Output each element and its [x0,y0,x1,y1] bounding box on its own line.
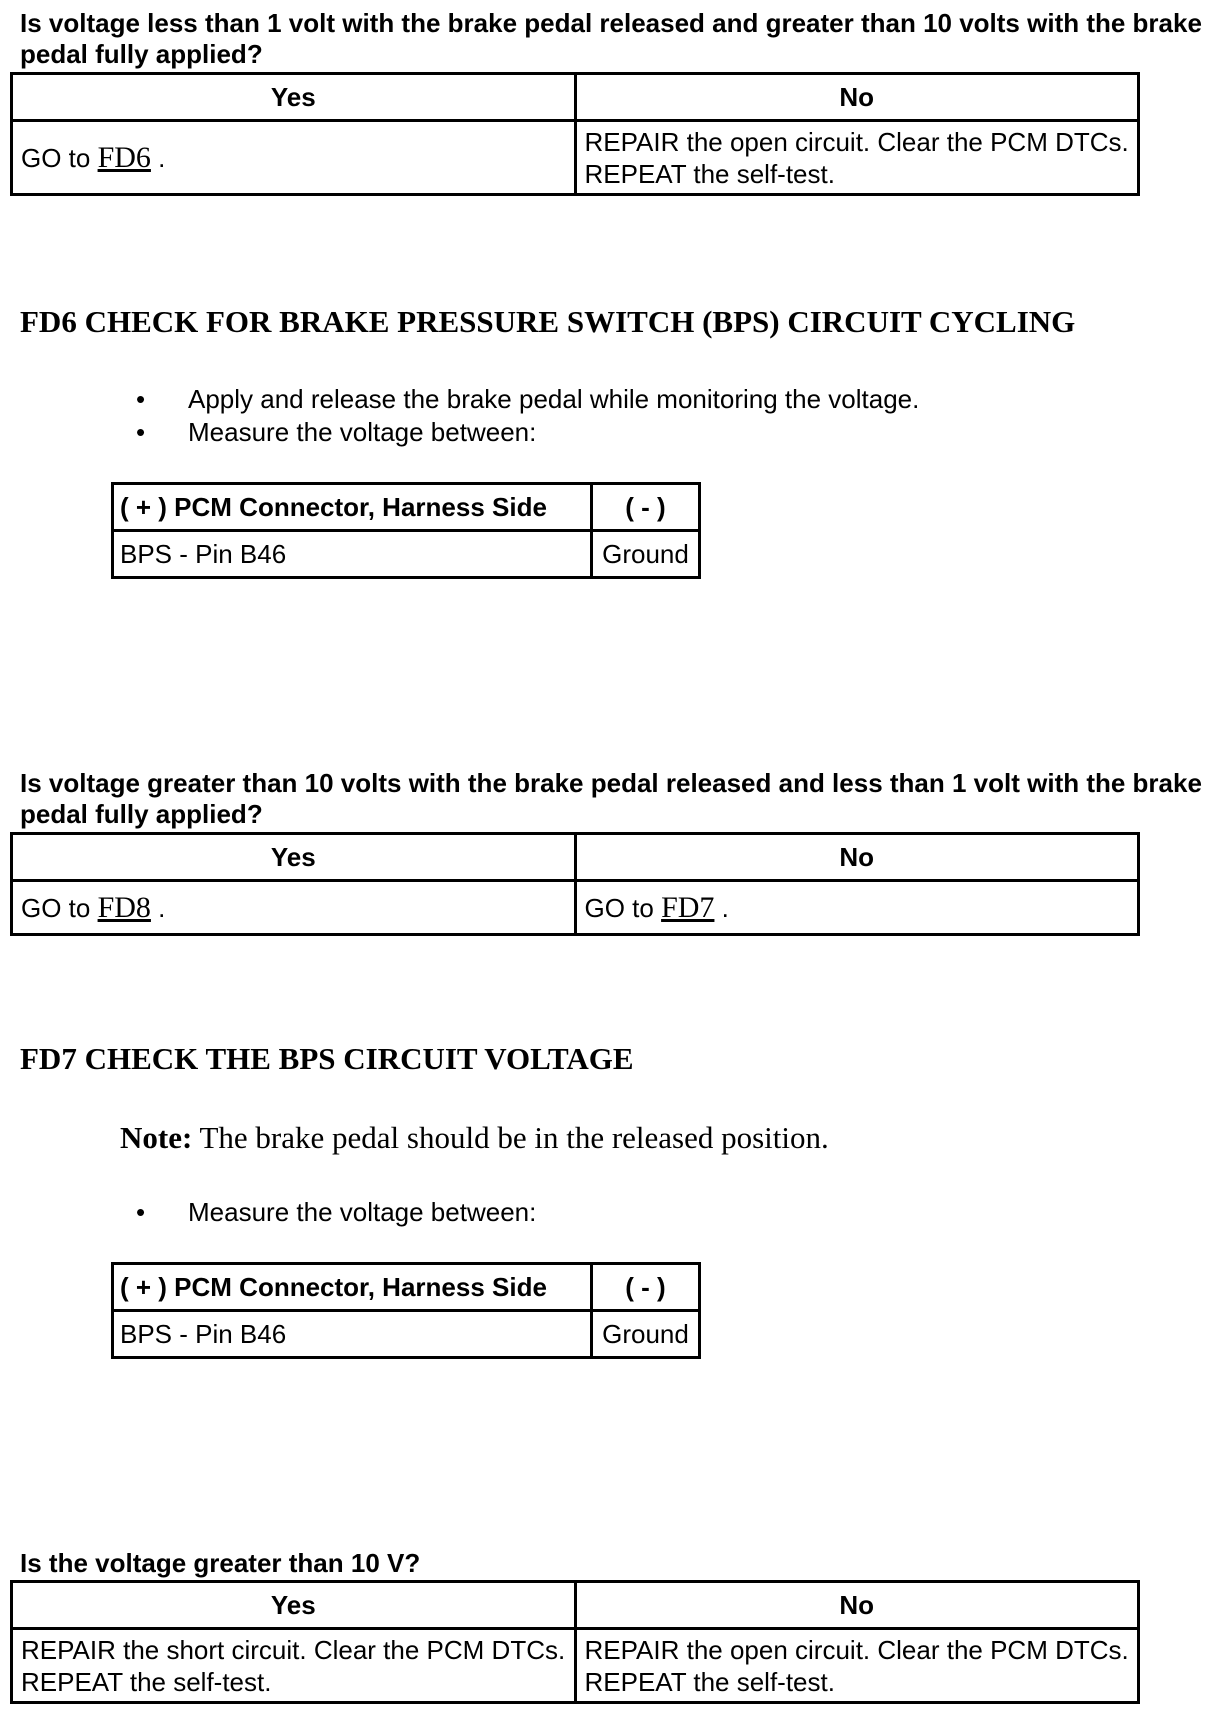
yes-header: Yes [12,1582,576,1629]
link-fd7[interactable]: FD7 [661,890,715,924]
fd7-bullet-list [130,1196,536,1229]
list-item: • Measure the voltage between: [130,416,919,449]
note [120,1120,829,1156]
yes-header: Yes [12,834,576,881]
note-label: Note: [120,1120,193,1155]
no-header: No [575,1582,1139,1629]
answer-table-3 [10,1580,1140,1704]
no-header: No [575,74,1139,121]
no-cell: REPAIR the open circuit. Clear the PCM DTCs. REPEAT the self-test. [575,1629,1139,1703]
col2-value: Ground [592,1311,700,1358]
question-1: Is voltage less than 1 volt with the brake pedal released and greater than 10 volts with the brake pedal fully applied? [20,8,1202,69]
yes-cell: GO to FD6 . [12,121,576,195]
col2-header: ( - ) [592,484,700,531]
col1-header: ( + ) PCM Connector, Harness Side [113,1264,592,1311]
yes-cell: REPAIR the short circuit. Clear the PCM DTCs. REPEAT the self-test. [12,1629,576,1703]
col2-value: Ground [592,531,700,578]
no-cell: GO to FD7 . [575,881,1139,935]
list-item: • Apply and release the brake pedal while monitoring the voltage. [130,383,919,416]
answer-table-1 [10,72,1140,196]
answer-table-2 [10,832,1140,936]
note-text: The brake pedal should be in the released position. [192,1120,829,1155]
yes-cell: GO to FD8 . [12,881,576,935]
question-2: Is voltage greater than 10 volts with the brake pedal released and less than 1 volt with the brake pedal fully applied? [20,768,1202,829]
col1-header: ( + ) PCM Connector, Harness Side [113,484,592,531]
yes-header: Yes [12,74,576,121]
fd6-measure-table [111,482,701,579]
fd6-heading: FD6 CHECK FOR BRAKE PRESSURE SWITCH (BPS) CIRCUIT CYCLING [20,304,1076,339]
fd7-heading: FD7 CHECK THE BPS CIRCUIT VOLTAGE [20,1041,634,1076]
link-fd6[interactable]: FD6 [97,140,151,174]
no-header: No [575,834,1139,881]
col1-value: BPS - Pin B46 [113,1311,592,1358]
fd6-bullet-list [130,383,919,449]
list-item: • Measure the voltage between: [130,1196,536,1229]
col2-header: ( - ) [592,1264,700,1311]
link-fd8[interactable]: FD8 [97,890,151,924]
no-cell: REPAIR the open circuit. Clear the PCM DTCs. REPEAT the self-test. [575,121,1139,195]
question-3: Is the voltage greater than 10 V? [20,1548,421,1578]
fd7-measure-table [111,1262,701,1359]
col1-value: BPS - Pin B46 [113,531,592,578]
